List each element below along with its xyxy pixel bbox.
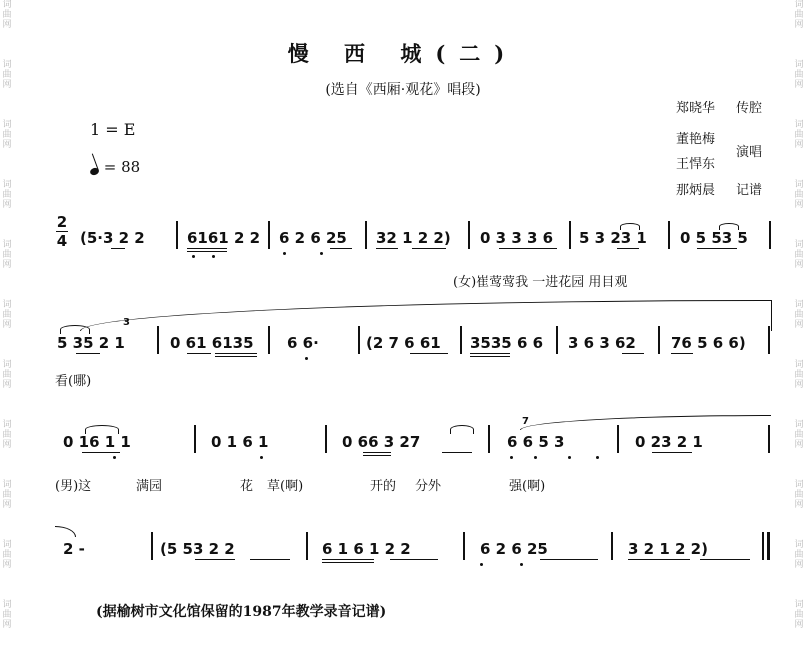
measure: 32 1 2 2) xyxy=(376,229,451,247)
time-signature-bottom: 4 xyxy=(56,232,68,250)
lyric-word: 分外 xyxy=(415,479,442,494)
score-line-3 xyxy=(0,416,806,463)
song-title: 慢 西 城(二) xyxy=(287,41,519,66)
quarter-note-icon xyxy=(89,167,100,177)
watermark-text: 词 曲 网 xyxy=(794,120,804,150)
measure: 0 23 2 1 xyxy=(635,433,703,451)
measure: 3535 6 6 xyxy=(470,334,544,352)
tempo-marking xyxy=(90,158,140,176)
source-note: (据榆树市文化馆保留的1987年教学录音记谱) xyxy=(96,604,387,620)
watermark-text: 词 曲 网 xyxy=(2,300,12,330)
score-line-4 xyxy=(0,540,806,570)
measure: 5 35 2 1 xyxy=(57,334,125,352)
measure: 3 6 3 62 xyxy=(568,334,636,352)
lyric-word: 满园 xyxy=(136,479,163,494)
lyric-word: (男)这 xyxy=(55,479,92,494)
lyric-word: 强(啊) xyxy=(509,479,546,494)
measure: 6161 2 2 xyxy=(187,229,261,247)
watermark-text: 词 曲 网 xyxy=(2,180,12,210)
credit-name: 王悍东 xyxy=(676,157,716,172)
key-signature: 1 = E xyxy=(90,120,136,139)
lyrics: 看(哪) xyxy=(55,374,92,389)
score-line-2 xyxy=(0,317,806,364)
watermark-text: 词 曲 网 xyxy=(2,240,12,270)
tempo-value: = 88 xyxy=(103,158,141,176)
credit-role: 记谱 xyxy=(736,183,763,198)
credit-name: 郑晓华 xyxy=(676,101,716,116)
watermark-text: 词 曲 网 xyxy=(794,240,804,270)
watermark-text: 词 曲 网 xyxy=(794,540,804,570)
measure: (5 53 2 2 xyxy=(160,540,235,558)
lyric-word: 草(啊) xyxy=(267,479,304,494)
measure: 6 2 6 25 xyxy=(279,229,347,247)
measure: 3 2 1 2 2) xyxy=(628,540,708,558)
watermark-text: 词 曲 网 xyxy=(2,360,12,390)
measure: 5 3 23 1 xyxy=(579,229,647,247)
watermark-text: 词 曲 网 xyxy=(2,600,12,630)
score-line-1 xyxy=(0,229,806,259)
lyric-word: 花 xyxy=(240,479,254,494)
measure: 0 66 3 27 xyxy=(342,433,421,451)
watermark-text: 词 曲 网 xyxy=(2,60,12,90)
lyrics: (女)崔莺莺我 一进花园 用目观 xyxy=(453,275,628,290)
measure: 6 2 6 25 xyxy=(480,540,548,558)
watermark-text: 词 曲 网 xyxy=(794,60,804,90)
measure: 0 1 6 1 xyxy=(211,433,269,451)
watermark-text: 词 曲 网 xyxy=(794,600,804,630)
measure: 6 1 6 1 2 2 xyxy=(322,540,411,558)
watermark-text: 词 曲 网 xyxy=(794,300,804,330)
time-signature-top: 2 xyxy=(56,213,68,231)
measure: 6 6· xyxy=(287,334,319,352)
measure: 0 61 6135 xyxy=(170,334,254,352)
lyric-word: 开的 xyxy=(370,479,397,494)
measure: (5·3 2 2 xyxy=(80,229,145,247)
watermark-text: 词 曲 网 xyxy=(2,480,12,510)
measure: 76 5 6 6) xyxy=(671,334,746,352)
credit-name: 董艳梅 xyxy=(676,132,716,147)
measure: 0 5 53 5 xyxy=(680,229,748,247)
measure: 6 6 5 3 xyxy=(507,433,565,451)
watermark-text: 词 曲 网 xyxy=(794,360,804,390)
credit-role: 传腔 xyxy=(736,101,763,116)
watermark-text: 词 曲 网 xyxy=(2,120,12,150)
tuplet-number: 3 xyxy=(123,317,130,328)
watermark-text: 词 曲 网 xyxy=(794,480,804,510)
watermark-text: 词 曲 网 xyxy=(794,180,804,210)
watermark-text: 词 曲 网 xyxy=(2,540,12,570)
watermark-text: 词 曲 网 xyxy=(794,0,804,30)
watermark-text: 词 曲 网 xyxy=(2,420,12,450)
credit-role: 演唱 xyxy=(736,145,763,160)
watermark-text: 词 曲 网 xyxy=(794,420,804,450)
measure: (2 7 6 61 xyxy=(366,334,441,352)
measure: 0 3 3 3 6 xyxy=(480,229,554,247)
watermark-text: 词 曲 网 xyxy=(2,0,12,30)
song-subtitle: (选自《西厢·观花》唱段) xyxy=(325,82,481,98)
credit-name: 那炳晨 xyxy=(676,183,716,198)
grace-note: 7 xyxy=(522,416,529,427)
measure: 0 16 1 1 xyxy=(63,433,131,451)
measure: 2 - xyxy=(63,540,85,558)
